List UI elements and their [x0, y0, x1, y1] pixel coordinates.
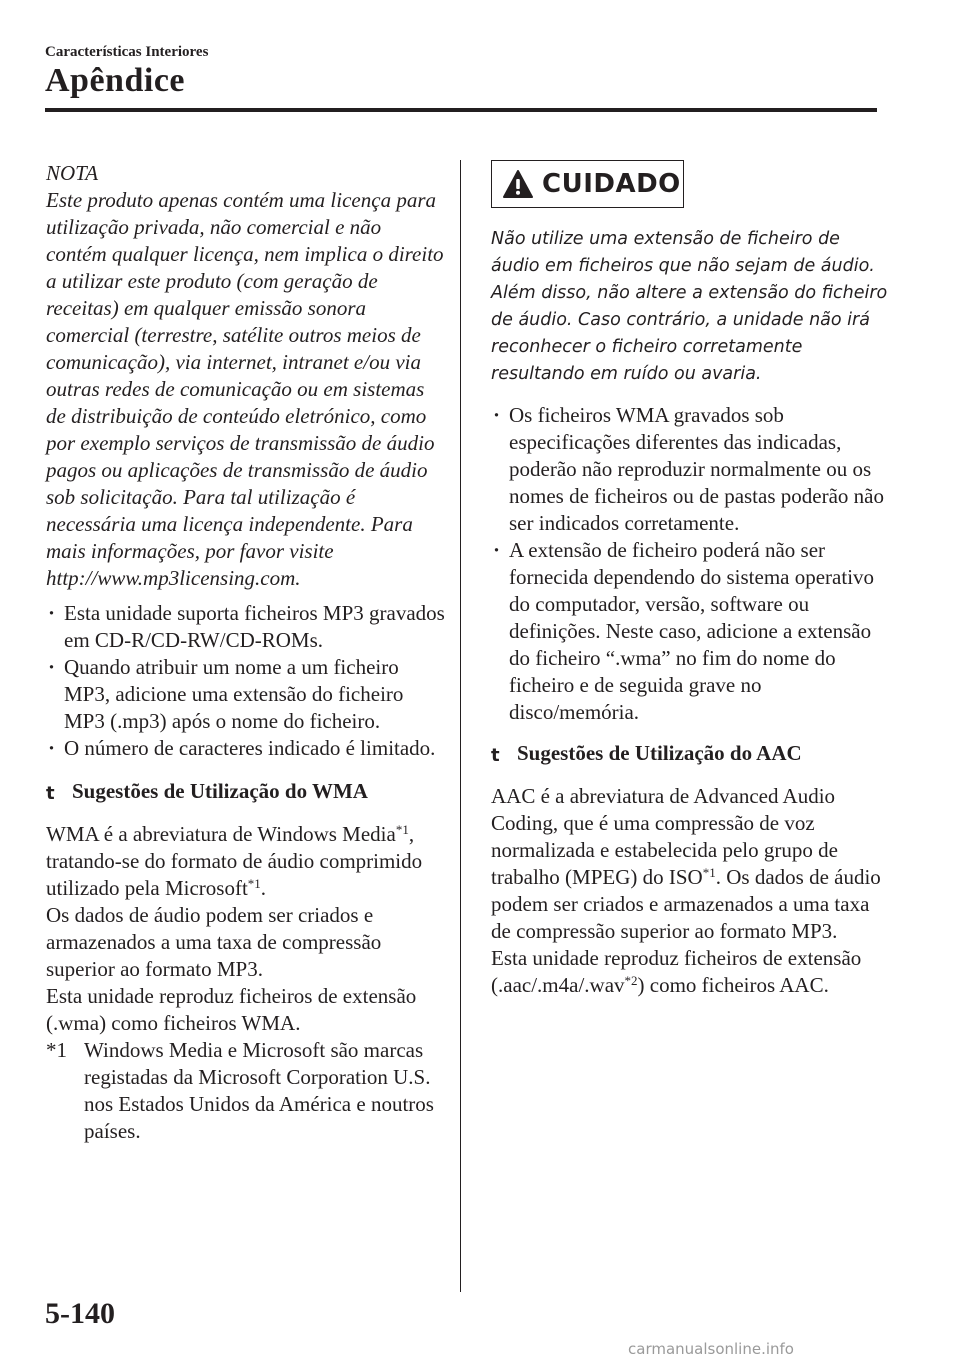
list-item: · Esta unidade suporta ficheiros MP3 gravados em CD-R/CD-RW/CD-ROMs.: [46, 600, 446, 654]
wma-paragraph-intro: [46, 821, 446, 902]
footnote-ref: *2: [624, 973, 638, 988]
note-title: NOTA: [46, 161, 99, 185]
note-body: Este produto apenas contém uma licença para utilização privada, não comercial e não contém qualquer licença, nem implica o direito a utilizar este produto (com geração de receitas) em qualquer emissão sonora comercial (terrestre, satélite outros meios de comunicação), via internet, intranet e/ou via outras redes de comunicação ou em sistemas de distribuição de conteúdo eletrónico, como por exemplo serviços de transmissão de áudio pagos ou aplicações de transmissão de áudio sob solicitação. Para tal utilização é necessária uma licença independente. Para mais informações, por favor visite http://www.mp3licensing.com.: [46, 188, 444, 590]
warning-triangle-icon: [502, 169, 534, 199]
footnote-mark: *1: [46, 1038, 67, 1062]
list-item: · O número de caracteres indicado é limitado.: [46, 735, 446, 762]
wma-intro-text-a: WMA é a abreviatura de Windows Media: [46, 822, 396, 846]
wma-bullet-list: [491, 402, 891, 726]
list-item: · Quando atribuir um nome a um ficheiro MP3, adicione uma extensão do ficheiro MP3 (.mp3) após o nome do ficheiro.: [46, 654, 446, 735]
aac-heading: [491, 740, 891, 767]
footnote-ref: *1: [395, 822, 409, 837]
page-number: 5-140: [45, 1297, 115, 1330]
section-label: Características Interiores: [45, 44, 209, 60]
caution-label: CUIDADO: [542, 168, 681, 199]
column-divider: [460, 160, 461, 1292]
watermark-text: carmanualsonline.info: [628, 1340, 794, 1358]
wma-paragraph-compression: Os dados de áudio podem ser criados e armazenados a uma taxa de compressão superior ao formato MP3.: [46, 903, 382, 981]
aac-paragraph-playback: [491, 945, 891, 999]
header-rule: [45, 108, 877, 112]
list-item: · A extensão de ficheiro poderá não ser fornecida dependendo do sistema operativo do computador, versão, software ou definições. Neste caso, adicione a extensão do ficheiro “.wma” no fim do nome do ficheiro e de seguida grave no disco/memória.: [491, 537, 891, 726]
wma-paragraph-playback: Esta unidade reproduz ficheiros de extensão (.wma) como ficheiros WMA.: [46, 984, 417, 1035]
footnote-ref: *1: [702, 865, 716, 880]
list-item: · Os ficheiros WMA gravados sob especificações diferentes das indicadas, poderão não reproduzir normalmente ou os nomes de ficheiros ou de pastas poderão não ser indicados corretamente.: [491, 402, 891, 537]
aac-paragraph-intro: [491, 783, 891, 945]
wma-heading-text: Sugestões de Utilização do WMA: [72, 779, 368, 803]
footnote: [46, 1037, 446, 1145]
aac-intro-text-a: AAC é a abreviatura de Advanced Audio Coding, que é uma compressão de voz normalizada e estabelecida pelo grupo de trabalho (MPEG) do ISO: [491, 784, 838, 889]
mp3-bullet-list: [46, 600, 446, 762]
aac-heading-text: Sugestões de Utilização do AAC: [517, 741, 802, 765]
wma-heading: [46, 778, 446, 805]
footnote-text: Windows Media e Microsoft são marcas registadas da Microsoft Corporation U.S. nos Estados Unidos da América e noutros países.: [84, 1038, 434, 1143]
aac-intro-text-b: . Os dados de áudio podem ser criados e armazenados a uma taxa de compressão superior ao formato MP3.: [491, 865, 881, 943]
left-column: [46, 160, 446, 1145]
wma-intro-text-c: .: [260, 876, 267, 900]
wma-intro-text-b: , tratando-se do formato de áudio comprimido utilizado pela Microsoft: [46, 822, 423, 900]
caution-text: Não utilize uma extensão de ficheiro de áudio em ficheiros que não sejam de áudio. Além disso, não altere a extensão do ficheiro de áudio. Caso contrário, a unidade não irá reconhecer o ficheiro corretamente resultando em ruído ou avaria.: [491, 229, 888, 384]
caution-header: [491, 160, 684, 208]
aac-playback-text-b: ) como ficheiros AAC.: [637, 973, 829, 997]
right-column: [491, 160, 891, 999]
aac-playback-text-a: Esta unidade reproduz ficheiros de extensão (.aac/.m4a/.wav: [491, 946, 862, 997]
page-title: Apêndice: [45, 62, 185, 99]
footnote-ref: *1: [247, 876, 261, 891]
section-marker-icon: t: [46, 783, 55, 804]
section-marker-icon: t: [491, 745, 500, 766]
